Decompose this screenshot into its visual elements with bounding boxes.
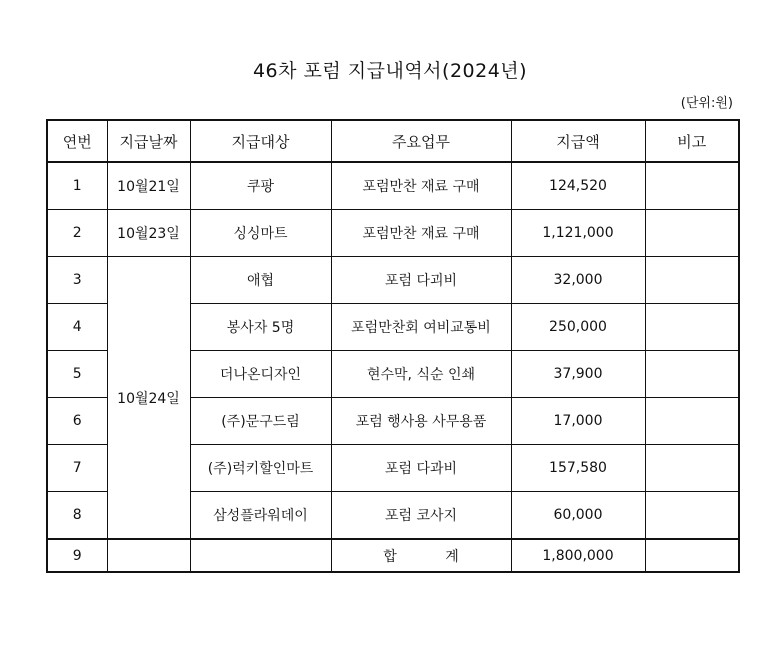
payment-table (46, 119, 740, 573)
cell-payee: 쿠팡 (190, 162, 331, 210)
header-note: 비고 (645, 120, 739, 162)
cell-amount: 124,520 (511, 162, 645, 210)
cell-date-empty (107, 539, 190, 572)
cell-amount: 17,000 (511, 398, 645, 445)
cell-task: 포럼 다괴비 (331, 257, 511, 304)
total-row (47, 539, 739, 572)
cell-no: 4 (47, 304, 107, 351)
cell-no: 1 (47, 162, 107, 210)
cell-amount: 250,000 (511, 304, 645, 351)
cell-payee: (주)럭키할인마트 (190, 445, 331, 492)
cell-payee: 싱싱마트 (190, 210, 331, 257)
cell-note (645, 257, 739, 304)
document-title: 46차 포럼 지급내역서(2024년) (252, 60, 528, 82)
cell-payee: 더나온디자인 (190, 351, 331, 398)
cell-amount: 37,900 (511, 351, 645, 398)
cell-payee: 애협 (190, 257, 331, 304)
cell-no: 7 (47, 445, 107, 492)
table-header-row (47, 120, 739, 162)
cell-task: 현수막, 식순 인쇄 (331, 351, 511, 398)
total-label: 합 계 (331, 539, 511, 572)
cell-note (645, 304, 739, 351)
cell-no: 5 (47, 351, 107, 398)
cell-payee-empty (190, 539, 331, 572)
cell-payee: 삼성플라워데이 (190, 492, 331, 540)
cell-amount: 157,580 (511, 445, 645, 492)
cell-amount: 1,121,000 (511, 210, 645, 257)
cell-note (645, 398, 739, 445)
cell-task: 포럼 코사지 (331, 492, 511, 540)
table-row (47, 162, 739, 210)
cell-no: 9 (47, 539, 107, 572)
cell-payee: 봉사자 5명 (190, 304, 331, 351)
header-no: 연번 (47, 120, 107, 162)
total-amount: 1,800,000 (511, 539, 645, 572)
cell-note (645, 492, 739, 540)
cell-task: 포럼만찬 재료 구매 (331, 210, 511, 257)
cell-date: 10월23일 (107, 210, 190, 257)
cell-note (645, 445, 739, 492)
table-row (47, 210, 739, 257)
cell-date-merged: 10월24일 (107, 257, 190, 540)
unit-note: (단위:원) (680, 96, 733, 111)
table-row (47, 257, 739, 304)
cell-no: 8 (47, 492, 107, 540)
cell-note (645, 351, 739, 398)
cell-amount: 32,000 (511, 257, 645, 304)
header-payee: 지급대상 (190, 120, 331, 162)
cell-task: 포럼만찬 재료 구매 (331, 162, 511, 210)
cell-task: 포럼만찬회 여비교통비 (331, 304, 511, 351)
cell-no: 6 (47, 398, 107, 445)
cell-task: 포럼 다과비 (331, 445, 511, 492)
cell-note (645, 210, 739, 257)
cell-task: 포럼 행사용 사무용품 (331, 398, 511, 445)
cell-note-empty (645, 539, 739, 572)
header-task: 주요업무 (331, 120, 511, 162)
cell-payee: (주)문구드림 (190, 398, 331, 445)
cell-no: 3 (47, 257, 107, 304)
cell-no: 2 (47, 210, 107, 257)
header-date: 지급날짜 (107, 120, 190, 162)
cell-date: 10월21일 (107, 162, 190, 210)
cell-note (645, 162, 739, 210)
cell-amount: 60,000 (511, 492, 645, 540)
header-amount: 지급액 (511, 120, 645, 162)
